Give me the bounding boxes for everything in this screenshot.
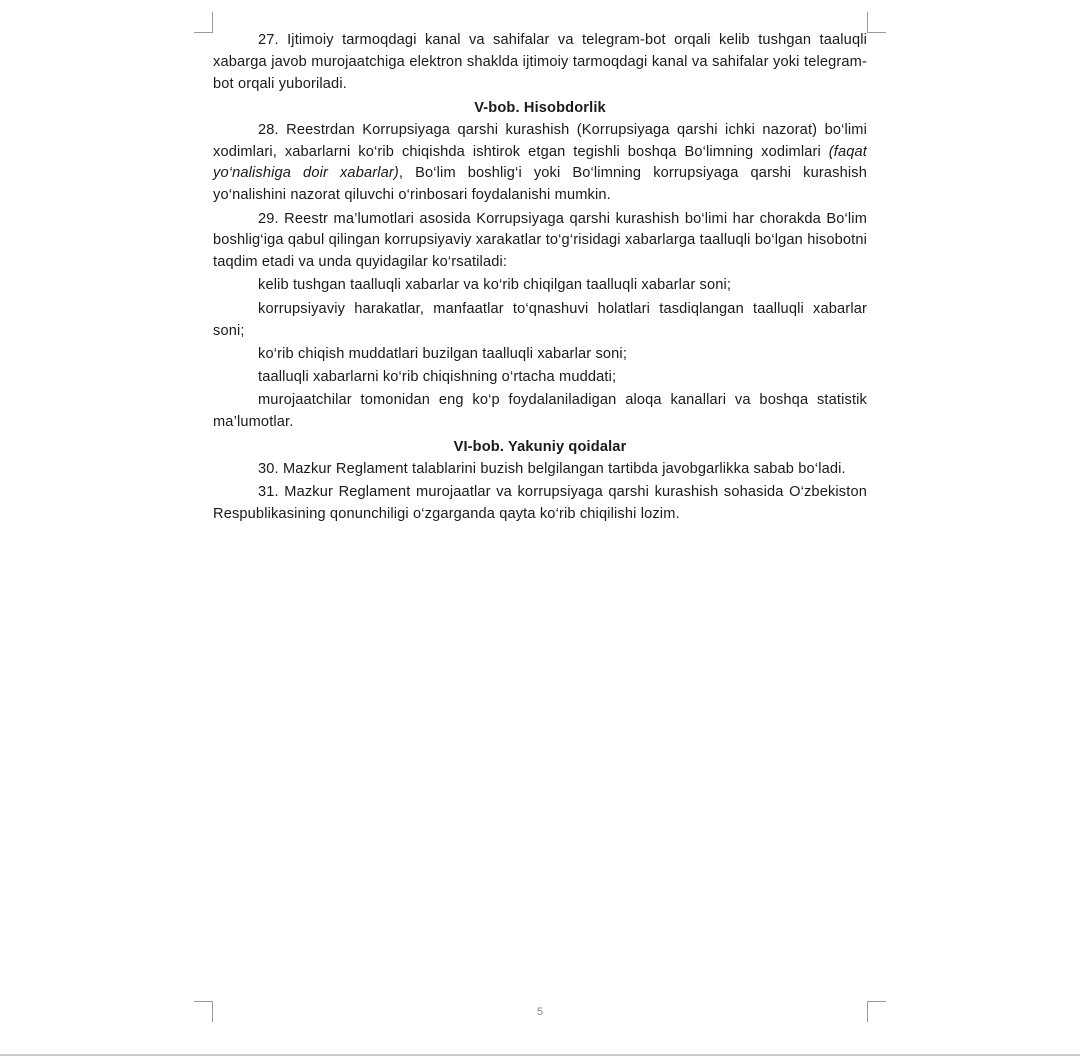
- section-heading-v: V-bob. Hisobdorlik: [474, 99, 606, 116]
- list-item: murojaatchilar tomonidan eng ko‘p foydalaniladigan aloqa kanallari va boshqa statistik ma’lumotlar.: [213, 392, 867, 431]
- list-item: korrupsiyaviy harakatlar, manfaatlar to‘qnashuvi holatlari tasdiqlangan taalluqli xabarlar soni;: [213, 300, 867, 339]
- paragraph-28: [213, 120, 867, 207]
- paragraph-28-text-1: 28. Reestrdan Korrupsiyaga qarshi kurashish (Korrupsiyaga qarshi ichki nazorat) bo‘limi xodimlari, xabarlarni ko‘rib chiqishda ishtirok etgan tegishli boshqa Bo‘limning xodimlari: [213, 121, 867, 160]
- list-item: kelib tushgan taalluqli xabarlar va ko‘rib chiqilgan taalluqli xabarlar soni;: [258, 277, 732, 294]
- list-item: ko‘rib chiqish muddatlari buzilgan taalluqli xabarlar soni;: [258, 345, 628, 362]
- corner-mark-bottom-right: [867, 1001, 886, 1022]
- section-heading-vi: VI-bob. Yakuniy qoidalar: [453, 438, 627, 455]
- document-body: [213, 30, 867, 527]
- paragraph-28-text-2: , Bo‘lim boshlig‘i yoki Bo‘limning korrupsiyaga qarshi kurashish yo‘nalishini nazorat qiluvchi o‘rinbosari foydalanishi mumkin.: [213, 165, 867, 204]
- list-item: taalluqli xabarlarni ko‘rib chiqishning o‘rtacha muddati;: [258, 369, 617, 386]
- corner-mark-top-left: [194, 12, 213, 33]
- corner-mark-top-right: [867, 12, 886, 33]
- page-number: 5: [536, 1006, 544, 1018]
- corner-mark-bottom-left: [194, 1001, 213, 1022]
- paragraph-29: 29. Reestr ma’lumotlari asosida Korrupsiyaga qarshi kurashish bo‘limi har chorakda Bo‘lim boshlig‘iga qabul qilingan korrupsiyaviy xarakatlar to‘g‘risidagi xabarlarga taalluqli bo‘lgan hisobotni taqdim etadi va unda quyidagilar ko‘rsatiladi:: [213, 210, 867, 271]
- paragraph-28-italic: (faqat yo‘nalishiga doir xabarlar): [213, 143, 867, 182]
- paragraph-30: 30. Mazkur Reglament talablarini buzish belgilangan tartibda javobgarlikka sabab bo‘ladi.: [258, 460, 846, 477]
- paragraph-27: 27. Ijtimoiy tarmoqdagi kanal va sahifalar va telegram-bot orqali kelib tushgan taaluqli xabarga javob murojaatchiga elektron shaklda ijtimoiy tarmoqdagi kanal va sahifalar yoki telegram-bot orqali yuboriladi.: [213, 32, 867, 92]
- paragraph-31: 31. Mazkur Reglament murojaatlar va korrupsiyaga qarshi kurashish sohasida O‘zbekiston Respublikasining qonunchiligi o‘zgarganda qayta ko‘rib chiqilishi lozim.: [213, 483, 867, 522]
